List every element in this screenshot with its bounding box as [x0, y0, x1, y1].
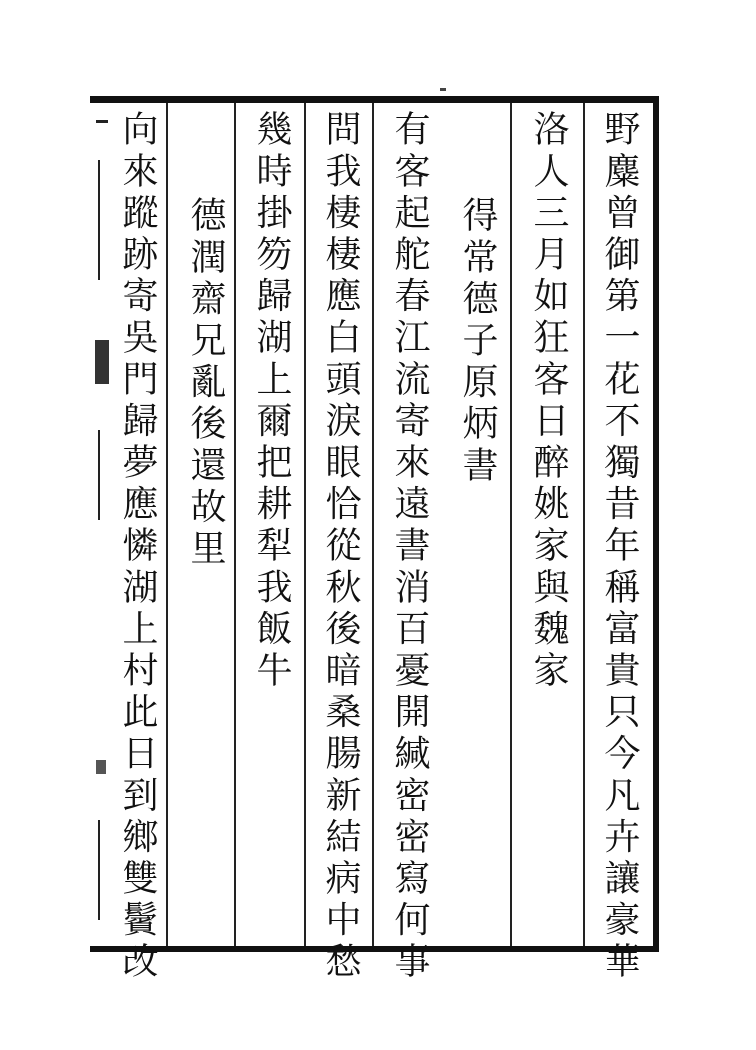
column-text: 有客起舵春江流寄來遠書消百憂開緘密密寫何事 — [389, 110, 430, 984]
text-column — [384, 110, 434, 984]
column-rule — [372, 103, 374, 946]
text-column — [594, 110, 644, 984]
frame-top-border — [90, 96, 658, 103]
binding-edge — [92, 100, 114, 950]
heading-column — [180, 196, 230, 570]
column-rule — [510, 103, 512, 946]
frame-right-border — [653, 96, 659, 952]
top-tick-mark — [440, 88, 446, 91]
column-text: 野麋曾御第一花不獨昔年稱富貴只今凡卉讓豪華 — [599, 110, 640, 984]
column-rule — [166, 103, 168, 946]
column-text: 向來蹤跡寄吳門歸夢應憐湖上村此日到鄉雙鬢改 — [117, 110, 158, 984]
column-text: 洛人三月如狂客日醉姚家與魏家 — [528, 110, 569, 693]
text-column — [246, 110, 296, 692]
heading-column — [452, 196, 502, 487]
text-column — [315, 110, 365, 984]
column-rule — [583, 103, 585, 946]
column-rule — [234, 103, 236, 946]
frame-bottom-border — [90, 946, 658, 952]
column-text: 問我棲棲應白頭淚眼恰從秋後暗桑腸新結病中愁 — [320, 110, 361, 984]
column-rule — [304, 103, 306, 946]
poem-title: 得常德子原炳書 — [457, 196, 498, 488]
column-text: 幾時掛笏歸湖上爾把耕犁我飯牛 — [251, 110, 292, 693]
text-column — [523, 110, 573, 692]
text-column — [112, 110, 162, 984]
poem-title: 德潤齋兄亂後還故里 — [185, 196, 226, 571]
